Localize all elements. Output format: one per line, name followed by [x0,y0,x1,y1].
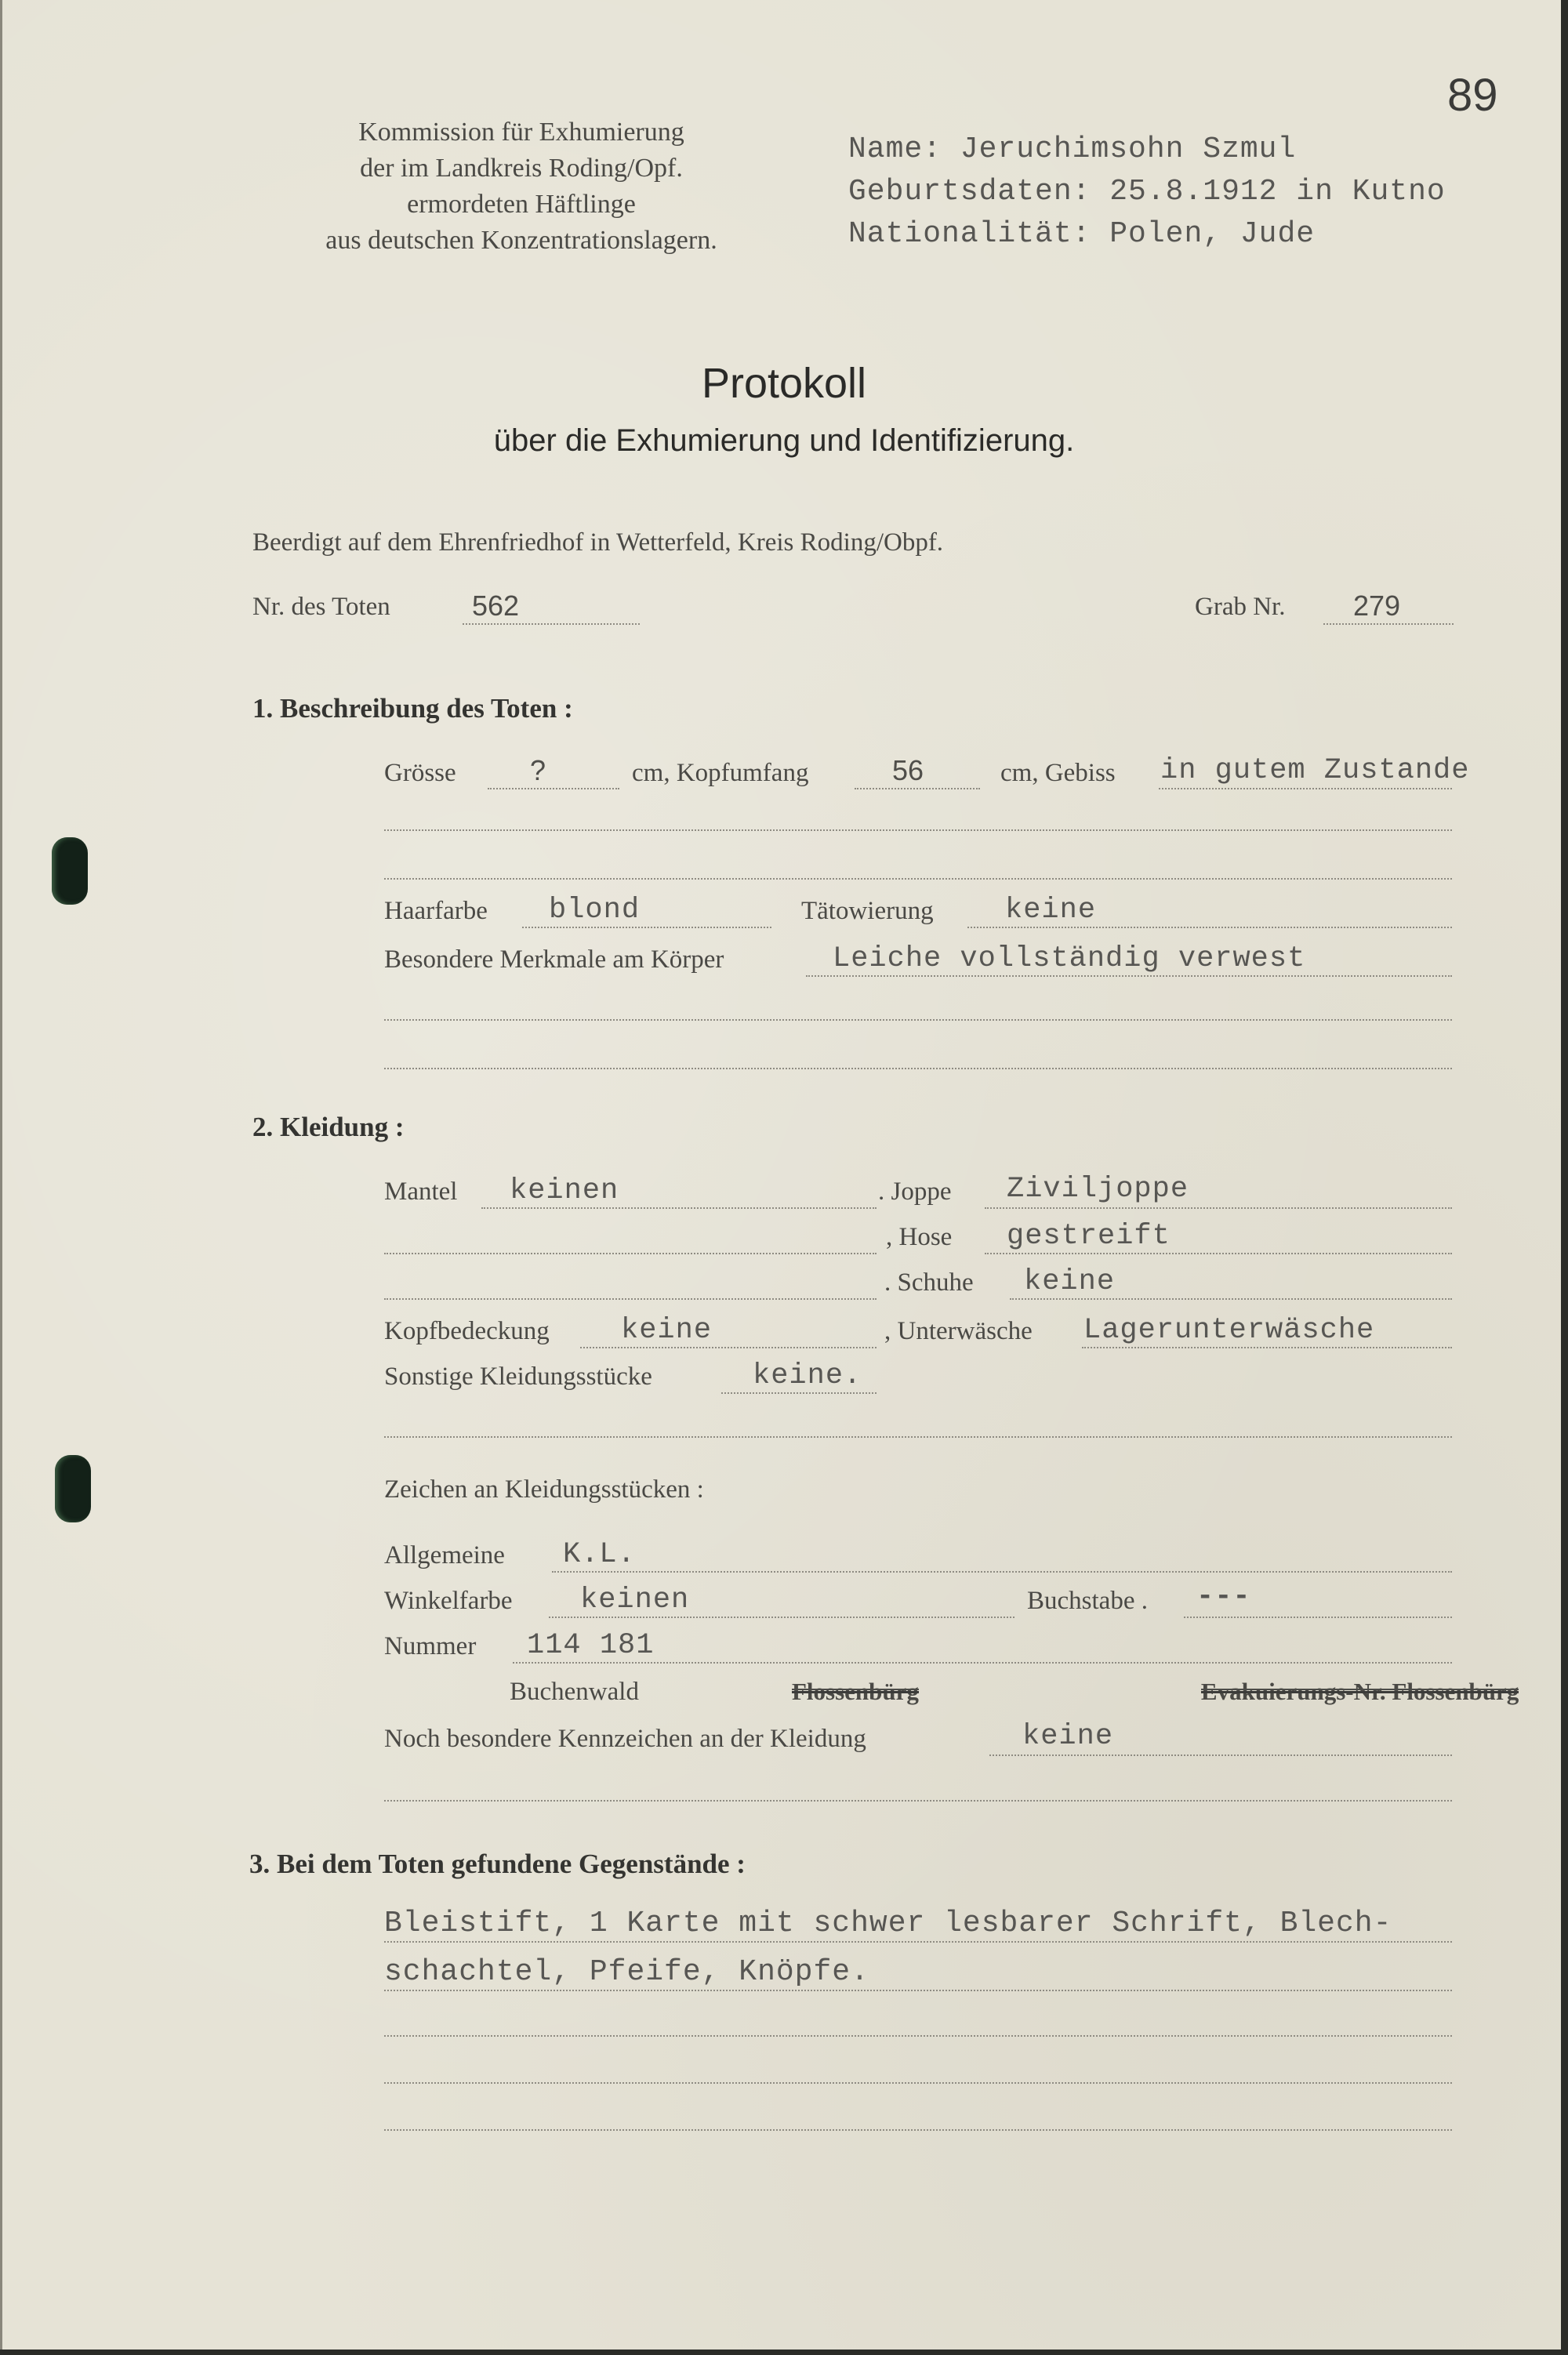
schuhe-label: . Schuhe [884,1268,974,1297]
kopfumfang-value: 56 [892,754,924,786]
merkmale-dotline [806,975,1452,977]
hose-value: gestreift [1007,1220,1171,1253]
kopfbedeckung-dotline [580,1347,877,1348]
mantel-value: keinen [510,1174,619,1207]
nr-label: Nr. des Toten [252,593,390,621]
joppe-label: . Joppe [878,1178,952,1206]
winkelfarbe-dotline [549,1617,1014,1618]
commission-line: der im Landkreis Roding/Opf. [360,154,683,183]
blank-dotline [384,1436,1452,1438]
gebiss-value: in gutem Zustande [1160,754,1470,787]
blank-dotline [384,1298,877,1300]
merkmale-label: Besondere Merkmale am Körper [384,945,724,974]
blank-dotline [384,1800,1452,1802]
blank-dotline [384,1253,877,1254]
name-line: Name: Jeruchimsohn Szmul [848,132,1297,166]
taetowierung-value: keine [1005,894,1097,927]
camp-flossenbuerg-struck: Flossenbürg [792,1678,919,1705]
items-line-1: Bleistift, 1 Karte mit schwer lesbarer Schrift, Blech- [384,1907,1392,1940]
nr-value: 562 [472,590,520,622]
mantel-dotline [481,1207,877,1209]
haarfarbe-label: Haarfarbe [384,897,488,925]
grab-label: Grab Nr. [1195,593,1286,621]
hose-dotline [985,1253,1452,1254]
section1-heading: 1. Beschreibung des Toten : [252,693,573,724]
blank-dotline [384,2035,1452,2037]
joppe-dotline [985,1207,1452,1209]
sonstige-value: keine. [753,1359,862,1392]
sonstige-label: Sonstige Kleidungsstücke [384,1363,652,1391]
unterwaesche-dotline [1082,1347,1452,1348]
gebiss-dotline [1159,788,1452,789]
noch-value: keine [1022,1720,1114,1753]
nummer-label: Nummer [384,1632,477,1660]
commission-line: Kommission für Exhumierung [358,118,684,147]
kopfumfang-dotline [855,788,980,789]
blank-dotline [384,829,1452,831]
page-edge-bottom [0,2350,1568,2355]
commission-line: ermordeten Häftlinge [407,190,636,219]
blank-dotline [384,1068,1452,1069]
gebiss-label: cm, Gebiss [1000,759,1116,787]
nummer-value: 114 181 [527,1629,655,1662]
birth-line: Geburtsdaten: 25.8.1912 in Kutno [848,175,1446,209]
blank-dotline [384,1019,1452,1021]
punch-hole-top [52,837,88,905]
haarfarbe-value: blond [549,894,641,927]
schuhe-value: keine [1024,1265,1116,1298]
merkmale-value: Leiche vollständig verwest [833,942,1306,975]
camp-evakuierung-struck: Evakuierungs-Nr. Flossenbürg [1200,1678,1519,1705]
grab-value: 279 [1353,590,1401,622]
buchstabe-value: --- [1196,1580,1251,1613]
allgemeine-dotline [552,1571,1452,1573]
blank-dotline [384,878,1452,880]
taetowierung-dotline [967,927,1452,928]
page-edge-left [0,0,2,2355]
unterwaesche-label: , Unterwäsche [884,1317,1033,1345]
title-main: Protokoll [701,360,867,407]
punch-hole-bottom [55,1455,91,1522]
unterwaesche-value: Lagerunterwäsche [1083,1314,1375,1347]
page-number: 89 [1447,70,1498,121]
nationality-line: Nationalität: Polen, Jude [848,217,1316,251]
joppe-value: Ziviljoppe [1007,1173,1189,1206]
noch-label: Noch besondere Kennzeichen an der Kleidung [384,1725,866,1753]
title-sub: über die Exhumierung und Identifizierung. [493,423,1075,458]
buchstabe-dotline [1184,1617,1452,1618]
haarfarbe-dotline [522,927,771,928]
items-dotline-1 [384,1941,1452,1943]
mantel-label: Mantel [384,1178,458,1206]
schuhe-dotline [1010,1298,1452,1300]
items-line-2: schachtel, Pfeife, Knöpfe. [384,1955,869,1989]
section2-heading: 2. Kleidung : [252,1112,405,1142]
buchstabe-label: Buchstabe . [1027,1587,1148,1615]
commission-line: aus deutschen Konzentrationslagern. [325,226,717,255]
commission-header [267,114,776,259]
kopfbedeckung-label: Kopfbedeckung [384,1317,550,1345]
section3-heading: 3. Bei dem Toten gefundene Gegenstände : [249,1849,746,1879]
groesse-label: Grösse [384,759,456,787]
allgemeine-label: Allgemeine [384,1541,505,1569]
camp-buchenwald: Buchenwald [510,1678,639,1706]
nummer-dotline [513,1662,1452,1664]
groesse-value: ? [530,754,546,786]
nr-dotline [463,623,640,625]
grab-dotline [1323,623,1454,625]
groesse-dotline [488,788,619,789]
zeichen-label: Zeichen an Kleidungsstücken : [384,1475,704,1504]
burial-text: Beerdigt auf dem Ehrenfriedhof in Wetterfeld, Kreis Roding/Obpf. [252,528,944,557]
taetowierung-label: Tätowierung [801,897,934,925]
hose-label: , Hose [886,1223,953,1251]
blank-dotline [384,2082,1452,2084]
allgemeine-value: K.L. [563,1538,636,1571]
kopfumfang-label: cm, Kopfumfang [632,759,809,787]
sonstige-dotline [721,1392,877,1394]
items-dotline-2 [384,1990,1452,1991]
winkelfarbe-value: keinen [580,1584,690,1617]
page-edge-right [1561,0,1568,2355]
winkelfarbe-label: Winkelfarbe [384,1587,513,1615]
noch-dotline [989,1754,1452,1756]
identity-block [848,129,1446,256]
kopfbedeckung-value: keine [621,1314,713,1347]
blank-dotline [384,2129,1452,2131]
